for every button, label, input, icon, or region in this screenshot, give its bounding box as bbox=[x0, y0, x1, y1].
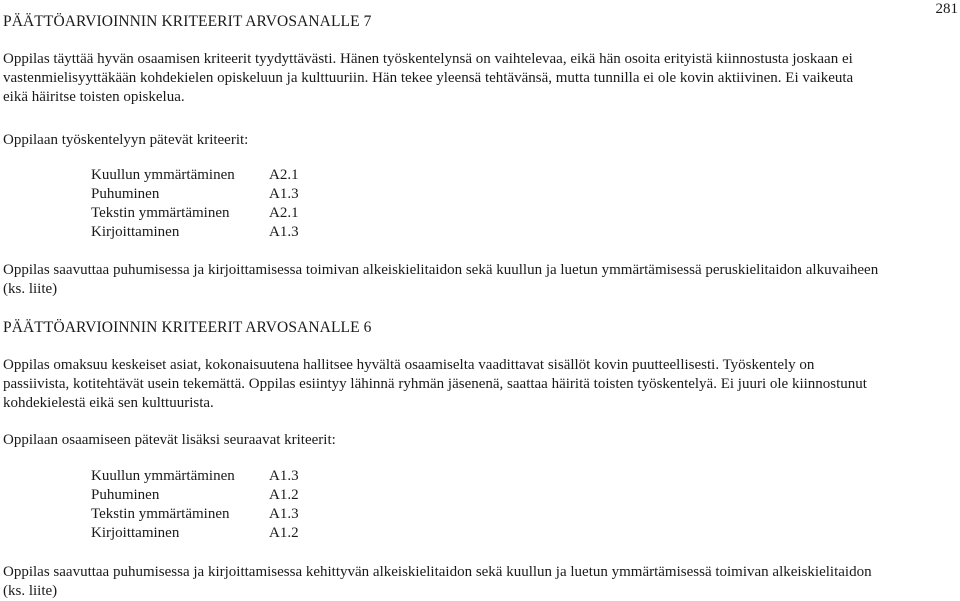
criteria-level: A1.3 bbox=[269, 506, 299, 522]
page-number: 281 bbox=[935, 1, 958, 17]
criteria-skill: Kuullun ymmärtäminen bbox=[91, 167, 235, 183]
criteria-skill: Puhuminen bbox=[91, 186, 160, 202]
section-6-summary bbox=[3, 563, 959, 601]
section-heading-grade-7: PÄÄTTÖARVIOINNIN KRITEERIT ARVOSANALLE 7 bbox=[3, 13, 372, 30]
criteria-row bbox=[91, 166, 299, 185]
section-7-description bbox=[3, 50, 959, 107]
section-6-criteria-table bbox=[91, 467, 299, 543]
criteria-row bbox=[91, 524, 299, 543]
criteria-skill: Puhuminen bbox=[91, 487, 160, 503]
summary-line: Oppilas saavuttaa puhumisessa ja kirjoittamisessa kehittyvän alkeiskielitaidon sekä kuullun ja luetun ymmärtämisessä toimivan alkeiskielitaidon bbox=[3, 564, 872, 580]
section-7-criteria-intro: Oppilaan työskentelyyn pätevät kriteerit: bbox=[3, 132, 249, 148]
criteria-skill: Tekstin ymmärtäminen bbox=[91, 205, 230, 221]
criteria-skill: Kirjoittaminen bbox=[91, 525, 180, 541]
section-heading-grade-6: PÄÄTTÖARVIOINNIN KRITEERIT ARVOSANALLE 6 bbox=[3, 319, 372, 336]
summary-line: (ks. liite) bbox=[3, 281, 58, 297]
criteria-skill: Kuullun ymmärtäminen bbox=[91, 468, 235, 484]
description-line: kohdekielestä eikä sen kulttuurista. bbox=[3, 395, 214, 411]
criteria-row bbox=[91, 185, 299, 204]
criteria-row bbox=[91, 486, 299, 505]
description-line: eikä häiritse toisten opiskelua. bbox=[3, 89, 185, 105]
summary-line: Oppilas saavuttaa puhumisessa ja kirjoittamisessa toimivan alkeiskielitaidon sekä kuullun ja luetun ymmärtämisessä peruskielitaidon alkuvaiheen bbox=[3, 262, 879, 278]
description-line: vastenmielisyyttäkään kohdekielen opiskeluun ja kulttuuriin. Hän tekee yleensä tehtävänsä, mutta tunnilla ei ole kovin aktiivinen. Ei vaikeuta bbox=[3, 70, 854, 86]
criteria-row bbox=[91, 204, 299, 223]
criteria-row bbox=[91, 223, 299, 242]
criteria-row bbox=[91, 505, 299, 524]
summary-line: (ks. liite) bbox=[3, 583, 58, 599]
criteria-level: A1.2 bbox=[269, 487, 299, 503]
description-line: Oppilas täyttää hyvän osaamisen kriteerit tyydyttävästi. Hänen työskentelynsä on vaihtelevaa, eikä hän osoita erityistä kiinnostusta joskaan ei bbox=[3, 51, 853, 67]
section-7-criteria-table bbox=[91, 166, 299, 242]
criteria-row bbox=[91, 467, 299, 486]
criteria-skill: Kirjoittaminen bbox=[91, 224, 180, 240]
section-7-summary bbox=[3, 261, 959, 299]
description-line: passiivista, kotitehtävät usein tekemättä. Oppilas esiintyy lähinnä ryhmän jäsenenä, saattaa häiritä toisten työskentelyä. Ei juuri ole kiinnostunut bbox=[3, 376, 867, 392]
description-line: Oppilas omaksuu keskeiset asiat, kokonaisuutena hallitsee hyvältä osaamiselta vaadittavat sisällöt kovin puutteellisesti. Työskentely on bbox=[3, 357, 815, 373]
criteria-level: A1.3 bbox=[269, 468, 299, 484]
criteria-level: A1.3 bbox=[269, 186, 299, 202]
section-6-description bbox=[3, 356, 959, 413]
criteria-level: A2.1 bbox=[269, 205, 299, 221]
criteria-level: A2.1 bbox=[269, 167, 299, 183]
criteria-level: A1.3 bbox=[269, 224, 299, 240]
criteria-skill: Tekstin ymmärtäminen bbox=[91, 506, 230, 522]
section-6-criteria-intro: Oppilaan osaamiseen pätevät lisäksi seuraavat kriteerit: bbox=[3, 432, 336, 448]
criteria-level: A1.2 bbox=[269, 525, 299, 541]
